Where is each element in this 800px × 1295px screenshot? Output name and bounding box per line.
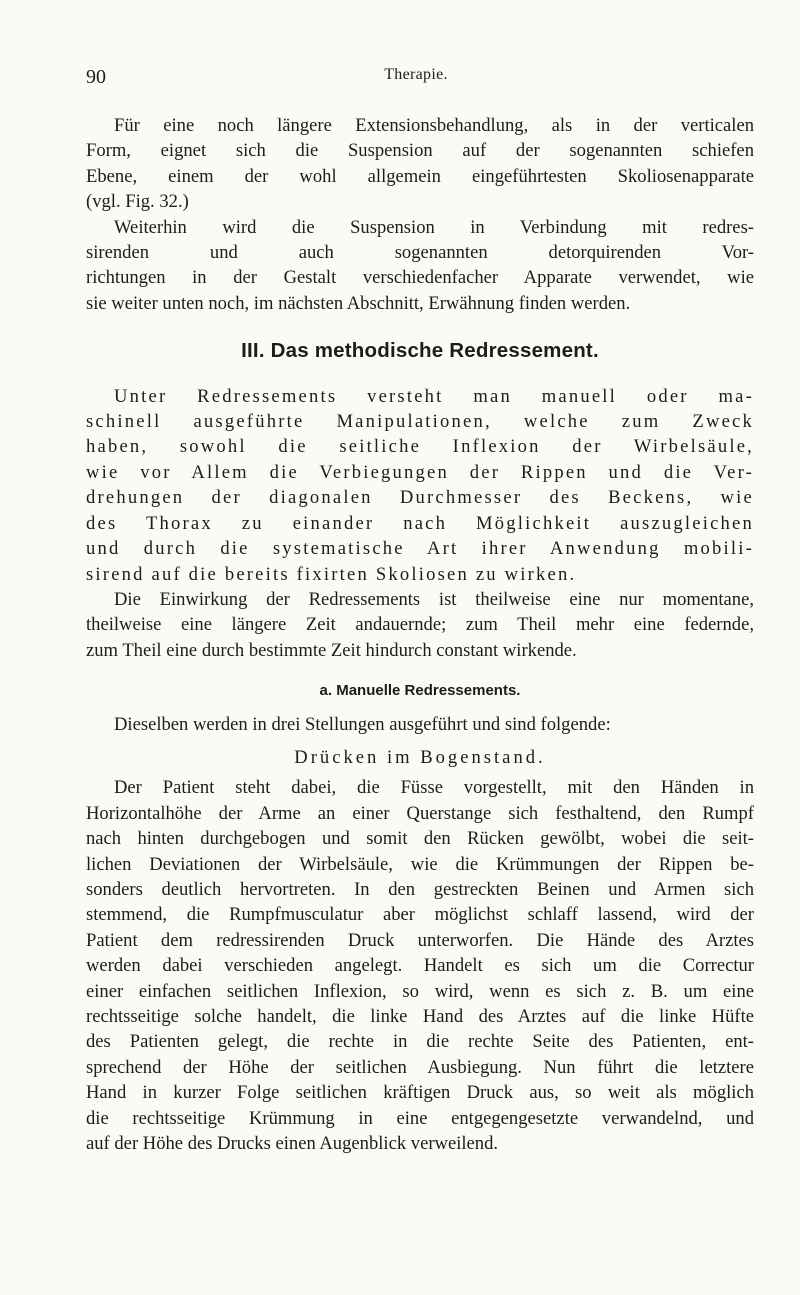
page-number: 90 <box>86 66 106 88</box>
text-line: Ebene, einem der wohl allgemein eingeführtesten Skoliosenapparate <box>86 165 754 187</box>
text-line: rechtsseitige solche handelt, die linke Hand des Arztes auf die linke Hüfte <box>86 1006 754 1027</box>
sub-subheading: Drücken im Bogenstand. <box>294 746 546 768</box>
text-line: Für eine noch längere Extensionsbehandlung, als in der verticalen <box>114 115 754 136</box>
text-line: werden dabei verschieden angelegt. Handelt es sich um die Correctur <box>86 955 754 977</box>
text-line: Patient dem redressirenden Druck unterworfen. Die Hände des Arztes <box>86 929 754 951</box>
paragraph-redressement-effect <box>86 587 754 663</box>
text-line: zum Theil eine durch bestimmte Zeit hindurch constant wirkende. <box>86 639 577 661</box>
page-body <box>86 113 754 1156</box>
text-line: Die Einwirkung der Redressements ist theilweise eine nur momentane, <box>114 588 754 610</box>
section-heading: III. Das methodische Redressement. <box>241 339 599 363</box>
paragraph-positions-intro <box>86 712 754 737</box>
text-line: nach hinten durchgebogen und somit den Rücken gewölbt, wobei die seit- <box>86 828 754 850</box>
text-line: sonders deutlich hervortreten. In den gestreckten Beinen und Armen sich <box>86 878 754 900</box>
text-line: sprechend der Höhe der seitlichen Ausbiegung. Nun führt die letztere <box>86 1056 754 1078</box>
text-line: wie vor Allem die Verbiegungen der Rippen und die Ver- <box>86 461 754 483</box>
text-line: Horizontalhöhe der Arme an einer Querstange sich festhaltend, den Rumpf <box>86 802 754 824</box>
paragraph-bogenstand <box>86 775 754 1156</box>
text-line: Unter Redressements versteht man manuell oder ma- <box>114 385 754 407</box>
text-line: richtungen in der Gestalt verschiedenfacher Apparate verwendet, wie <box>86 267 754 289</box>
text-line: des Patienten gelegt, die rechte in die rechte Seite des Patienten, ent- <box>86 1031 754 1053</box>
text-line: die rechtsseitige Krümmung in eine entgegengesetzte verwandelnd, und <box>86 1107 754 1129</box>
text-line: und durch die systematische Art ihrer Anwendung mobili- <box>86 538 754 560</box>
text-line: haben, sowohl die seitliche Inflexion der Wirbelsäule, <box>86 436 754 458</box>
text-line: einer einfachen seitlichen Inflexion, so wird, wenn es sich z. B. um eine <box>86 980 754 1002</box>
paragraph-extension-treatment <box>86 113 754 215</box>
text-line: drehungen der diagonalen Durchmesser des Beckens, wie <box>86 487 754 509</box>
text-line: Dieselben werden in drei Stellungen ausgeführt und sind folgende: <box>114 713 611 735</box>
text-line: des Thorax zu einander nach Möglichkeit auszugleichen <box>86 512 754 534</box>
running-title: Therapie. <box>384 66 448 83</box>
paragraph-redressement-definition <box>86 384 754 587</box>
text-line: Weiterhin wird die Suspension in Verbindung mit redres- <box>114 216 754 238</box>
text-line: sirenden und auch sogenannten detorquirenden Vor- <box>86 242 754 264</box>
text-line: schinell ausgeführte Manipulationen, welche zum Zweck <box>86 411 754 433</box>
text-line: sirend auf die bereits fixirten Skoliosen zu wirken. <box>86 563 577 585</box>
paragraph-suspension-combination <box>86 215 754 317</box>
text-line: lichen Deviationen der Wirbelsäule, wie die Krümmungen der Rippen be- <box>86 853 754 875</box>
text-line: sie weiter unten noch, im nächsten Abschnitt, Erwähnung finden werden. <box>86 292 631 314</box>
text-line: (vgl. Fig. 32.) <box>86 191 189 213</box>
page-header <box>86 66 746 92</box>
text-line: stemmend, die Rumpfmusculatur aber möglichst schlaff lassend, wird der <box>86 904 754 926</box>
text-line: theilweise eine längere Zeit andauernde; zum Theil mehr eine federnde, <box>86 614 754 636</box>
subsection-heading: a. Manuelle Redressements. <box>319 682 521 700</box>
text-line: auf der Höhe des Drucks einen Augenblick verweilend. <box>86 1133 499 1155</box>
text-line: Hand in kurzer Folge seitlichen kräftigen Druck aus, so weit als möglich <box>86 1082 754 1104</box>
text-line: Der Patient steht dabei, die Füsse vorgestellt, mit den Händen in <box>114 777 754 799</box>
text-line: Form, eignet sich die Suspension auf der sogenannten schiefen <box>86 140 754 162</box>
